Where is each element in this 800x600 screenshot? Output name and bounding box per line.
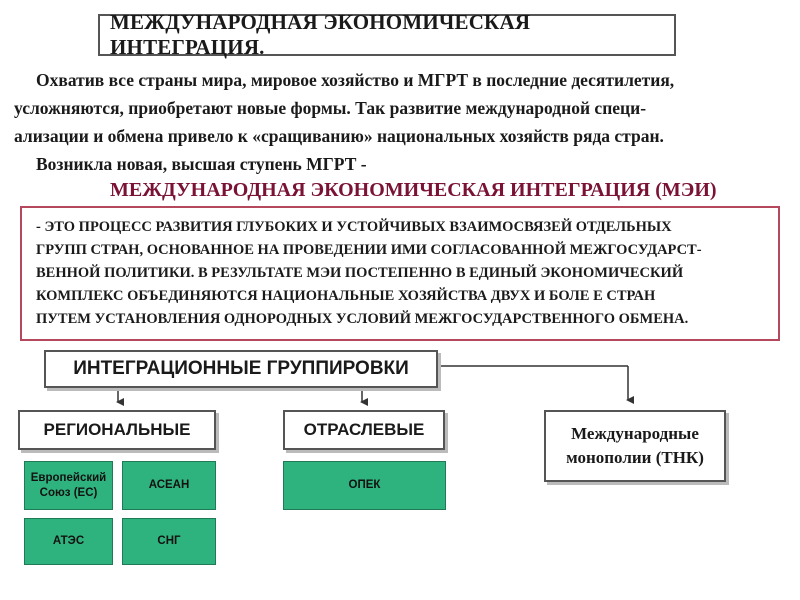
monopolies-box [544, 410, 726, 482]
intro-line-3: ализации и обмена привело к «сращиванию» национальных хозяйств ряда стран. [14, 126, 664, 146]
page-title: МЕЖДУНАРОДНАЯ ЭКОНОМИЧЕСКАЯ ИНТЕГРАЦИЯ. [98, 14, 676, 56]
intro-line-2: усложняются, приобретают новые формы. Так развитие международной специ- [14, 98, 647, 118]
group-cis: СНГ [122, 518, 216, 565]
sectoral-box: ОТРАСЛЕВЫЕ [283, 410, 445, 450]
regional-box: РЕГИОНАЛЬНЫЕ [18, 410, 216, 450]
monopolies-line-2: монополии (ТНК) [566, 448, 704, 467]
definition-line-2: ГРУПП СТРАН, ОСНОВАННОЕ НА ПРОВЕДЕНИИ ИМИ СОГЛАСОВАННОЙ МЕЖГОСУДАРСТ- [36, 242, 702, 258]
definition-line-1: - ЭТО ПРОЦЕСС РАЗВИТИЯ ГЛУБОКИХ И УСТОЙЧИВЫХ ВЗАИМОСВЯЗЕЙ ОТДЕЛЬНЫХ [36, 219, 672, 235]
monopolies-line-1: Международные [571, 424, 699, 443]
integration-groups-box: ИНТЕГРАЦИОННЫЕ ГРУППИРОВКИ [44, 350, 438, 388]
group-opec: ОПЕК [283, 461, 446, 510]
definition-line-4: КОМПЛЕКС ОБЪЕДИНЯЮТСЯ НАЦИОНАЛЬНЫЕ ХОЗЯЙСТВА ДВУХ И БОЛЕ Е СТРАН [36, 288, 656, 304]
mei-heading: МЕЖДУНАРОДНАЯ ЭКОНОМИЧЕСКАЯ ИНТЕГРАЦИЯ (МЭИ) [110, 179, 717, 201]
group-apec: АТЭС [24, 518, 113, 565]
intro-line-4: Возникла новая, высшая ступень МГРТ - [36, 154, 367, 174]
definition-line-3: ВЕННОЙ ПОЛИТИКИ. В РЕЗУЛЬТАТЕ МЭИ ПОСТЕПЕННО В ЕДИНЫЙ ЭКОНОМИЧЕСКИЙ [36, 265, 684, 281]
group-eu: Европейский Союз (ЕС) [24, 461, 113, 510]
definition-line-5: ПУТЕМ УСТАНОВЛЕНИЯ ОДНОРОДНЫХ УСЛОВИЙ МЕЖГОСУДАРСТВЕННОГО ОБМЕНА. [36, 311, 689, 327]
group-asean: АСЕАН [122, 461, 216, 510]
intro-line-1: Охватив все страны мира, мировое хозяйство и МГРТ в последние десятилетия, [36, 70, 675, 90]
